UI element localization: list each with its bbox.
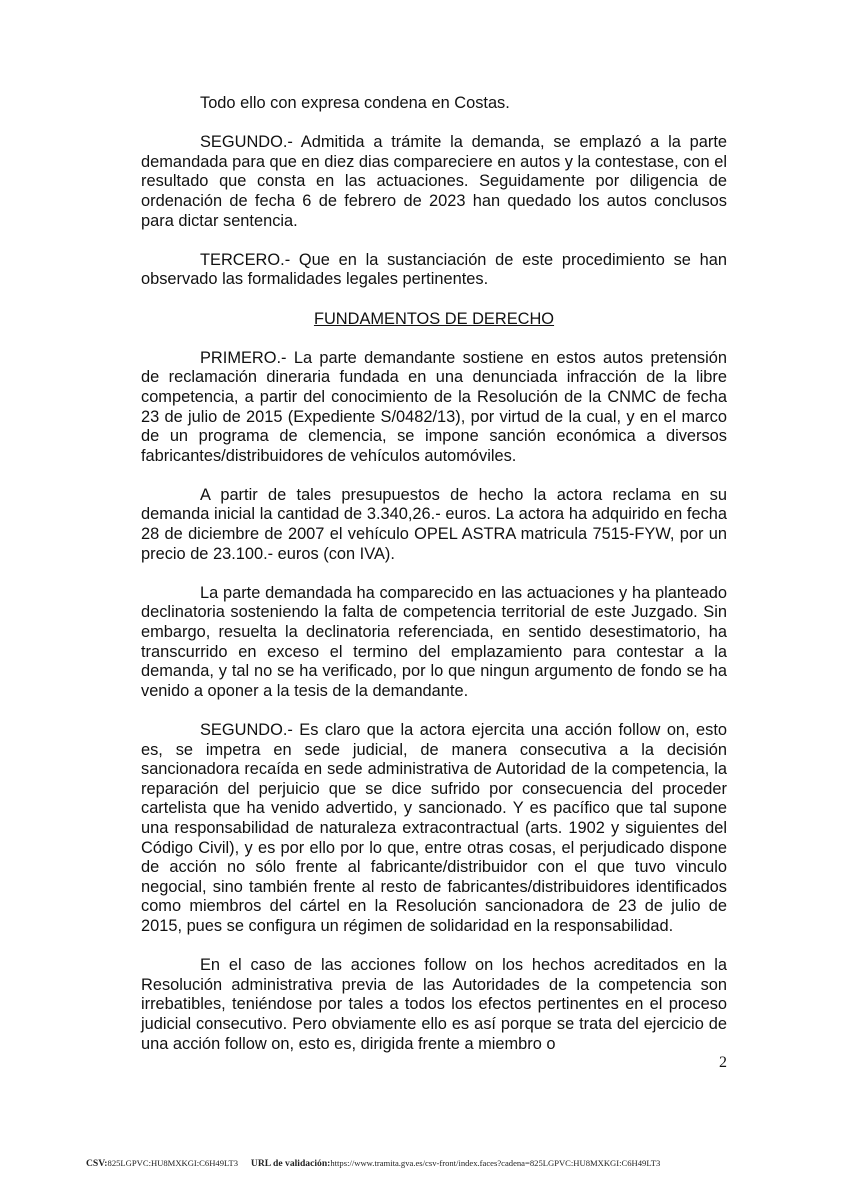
paragraph-tercero-antecedente: TERCERO.- Que en la sustanciación de este procedimiento se han observado las formalidades legales pertinentes.: [141, 250, 727, 289]
paragraph-segundo-antecedente: SEGUNDO.- Admitida a trámite la demanda, se emplazó a la parte demandada para que en diez dias compareciere en autos y la contestase, con el resultado que consta en las actuaciones. Seguidamente por diligencia de ordenación de fecha 6 de febrero de 2023 han quedado los autos conclusos para dictar sentencia.: [141, 133, 727, 230]
paragraph-segundo-fundamento: SEGUNDO.- Es claro que la actora ejercita una acción follow on, esto es, se impetra en sede judicial, de manera consecutiva a la decisión sancionadora recaída en sede administrativa de Autoridad de la competencia, la reparación del perjuicio que se dice sufrido por consecuencia del proceder cartelista que ha venido advertido, y sancionado. Y es pacífico que tal supone una responsabilidad de naturaleza extracontractual (arts. 1902 y siguientes del Código Civil), y es por ello por lo que, entre otras cosas, el perjudicado dispone de acción no sólo frente al fabricante/distribuidor con el que tuvo vinculo negocial, sino también frente al resto de fabricantes/distribuidores identificados como miembros del cártel en la Resolución sancionadora de 23 de julio de 2015, pues se configura un régimen de solidaridad en la responsabilidad.: [141, 721, 727, 935]
page-number: 2: [719, 1054, 727, 1071]
url-label: URL de validación:: [250, 1158, 331, 1169]
paragraph-presupuestos: A partir de tales presupuestos de hecho la actora reclama en su demanda inicial la cantidad de 3.340,26.- euros. La actora ha adquirido en fecha 28 de diciembre de 2007 el vehículo OPEL ASTRA matricula 7515-FYW, por un precio de 23.100.- euros (con IVA).: [141, 485, 727, 563]
validation-footer: [86, 1158, 786, 1169]
validation-url[interactable]: https://www.tramita.gva.es/csv-front/index.faces?cadena=825LGPVC:HU8MXKGI:C6H49LT3: [330, 1158, 661, 1168]
section-heading: FUNDAMENTOS DE DERECHO: [313, 309, 555, 328]
paragraph-declinatoria: La parte demandada ha comparecido en las actuaciones y ha planteado declinatoria sosteniendo la falta de competencia territorial de este Juzgado. Sin embargo, resuelta la declinatoria referenciada, en sentido desestimatorio, ha transcurrido en exceso el termino del emplazamiento para contestar a la demanda, y tal no se ha verificado, por lo que ningun argumento de fondo se ha venido a oponer a la tesis de la demandante.: [141, 583, 727, 700]
csv-value: 825LGPVC:HU8MXKGI:C6H49LT3: [107, 1158, 239, 1168]
paragraph-follow-on: En el caso de las acciones follow on los hechos acreditados en la Resolución administrativa previa de las Autoridades de la competencia son irrebatibles, teniéndose por tales a todos los efectos pertinentes en el proceso judicial consecutivo. Pero obviamente ello es así porque se trata del ejercicio de una acción follow on, esto es, dirigida frente a miembro o: [141, 956, 727, 1053]
document-body: [141, 94, 727, 1074]
paragraph-primero-fundamento: PRIMERO.- La parte demandante sostiene en estos autos pretensión de reclamación dineraria fundada en una denunciada infracción de la libre competencia, a partir del conocimiento de la Resolución de la CNMC de fecha 23 de julio de 2015 (Expediente S/0482/13), por virtud de la cual, y en el marco de un programa de clemencia, se impone sanción económica a diversos fabricantes/distribuidores de vehículos automóviles.: [141, 348, 727, 465]
paragraph-costas: Todo ello con expresa condena en Costas.: [200, 94, 510, 112]
csv-label: CSV:: [86, 1158, 108, 1169]
